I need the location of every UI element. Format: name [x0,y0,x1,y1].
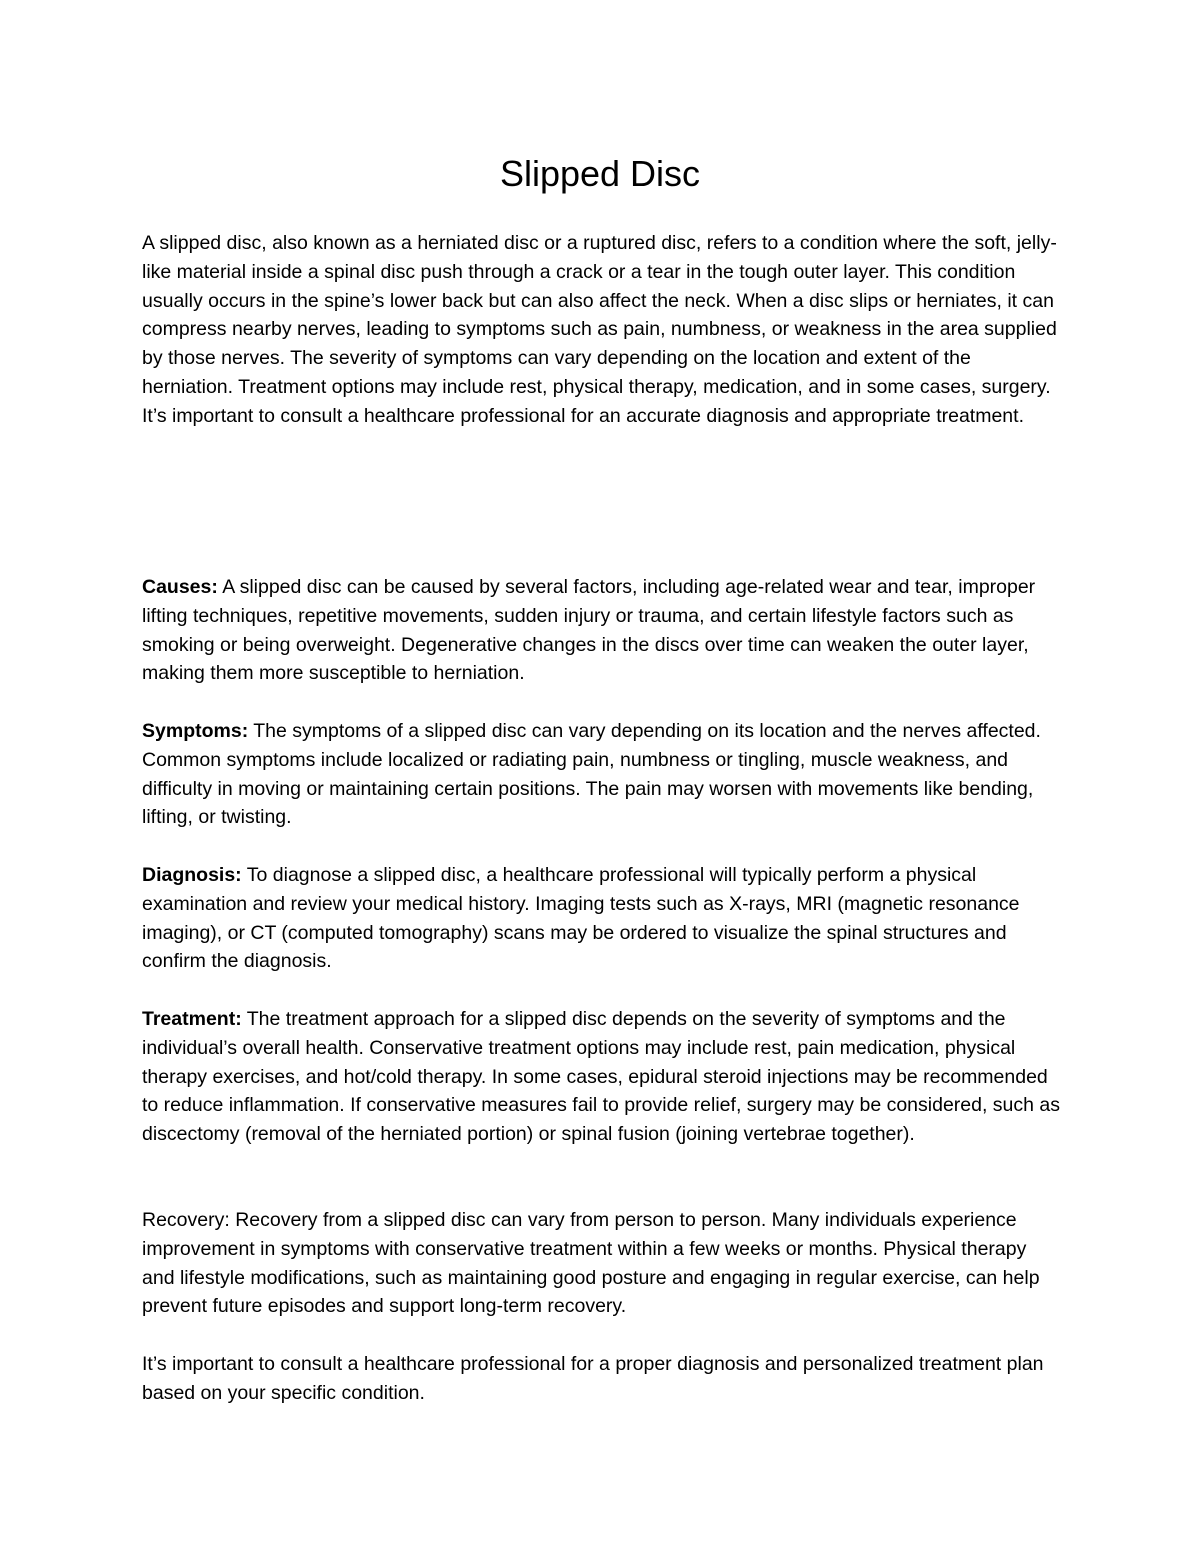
symptoms-heading: Symptoms: [142,720,249,742]
closing-paragraph: It’s important to consult a healthcare professional for a proper diagnosis and personalized treatment plan based on your specific condition. [142,1353,1044,1404]
treatment-text: The treatment approach for a slipped disc depends on the severity of symptoms and the individual’s overall health. Conservative treatment options may include rest, pain medication, physical therapy exercises, and hot/cold therapy. In some cases, epidural steroid injections may be recommended to reduce inflammation. If conservative measures fail to provide relief, surgery may be considered, such as discectomy (removal of the herniated portion) or spinal fusion (joining vertebrae together). [142,1008,1061,1146]
symptoms-paragraph [142,717,1062,832]
diagnosis-heading: Diagnosis: [142,864,242,886]
recovery-paragraph: Recovery: Recovery from a slipped disc can vary from person to person. Many individuals experience improvement in symptoms with conservative treatment within a few weeks or months. Physical therapy and lifestyle modifications, such as maintaining good posture and engaging in regular exercise, can help prevent future episodes and support long-term recovery. [142,1209,1040,1318]
document-title: Slipped Disc [499,153,701,194]
diagnosis-paragraph [142,861,1062,976]
causes-heading: Causes: [142,576,218,598]
causes-text: A slipped disc can be caused by several factors, including age-related wear and tear, improper lifting techniques, repetitive movements, sudden injury or trauma, and certain lifestyle factors such as smoking or being overweight. Degenerative changes in the discs over time can weaken the outer layer, making them more susceptible to herniation. [142,576,1036,685]
intro-paragraph: A slipped disc, also known as a herniated disc or a ruptured disc, refers to a condition where the soft, jelly-like material inside a spinal disc push through a crack or a tear in the tough outer layer. This condition usually occurs in the spine’s lower back but can also affect the neck. When a disc slips or herniates, it can compress nearby nerves, leading to symptoms such as pain, numbness, or weakness in the area supplied by those nerves. The severity of symptoms can vary depending on the location and extent of the herniation. Treatment options may include rest, physical therapy, medication, and in some cases, surgery. It’s important to consult a healthcare professional for an accurate diagnosis and appropriate treatment. [142,232,1057,427]
treatment-heading: Treatment: [142,1008,242,1030]
symptoms-text: The symptoms of a slipped disc can vary depending on its location and the nerves affected. Common symptoms include localized or radiating pain, numbness or tingling, muscle weakness, and difficulty in moving or maintaining certain positions. The pain may worsen with movements like bending, lifting, or twisting. [142,720,1041,829]
causes-paragraph [142,573,1062,688]
treatment-paragraph [142,1005,1062,1149]
diagnosis-text: To diagnose a slipped disc, a healthcare professional will typically perform a physical examination and review your medical history. Imaging tests such as X-rays, MRI (magnetic resonance imaging), or CT (computed tomography) scans may be ordered to visualize the spinal structures and confirm the diagnosis. [142,864,1020,973]
